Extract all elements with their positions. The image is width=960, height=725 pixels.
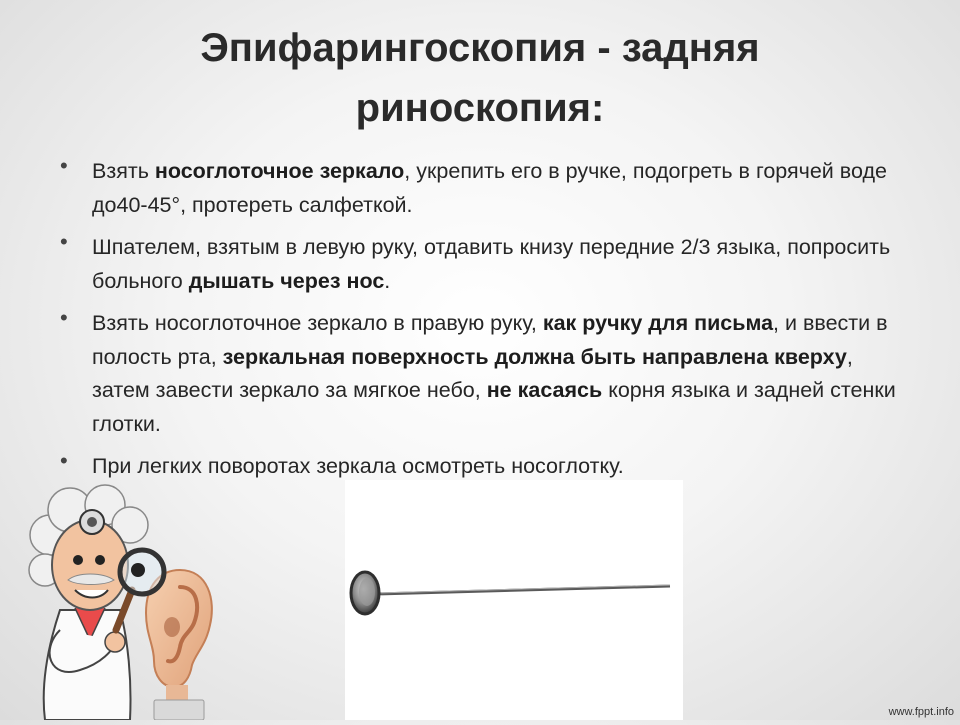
bold-phrase: носоглоточное зеркало (154, 159, 405, 183)
footer-logo: www.fppt.info (888, 706, 954, 718)
bold-phrase: как ручку для письма (542, 311, 774, 335)
bullet-text: Взять носоглоточное зеркало в правую руку, как ручку для письма, и ввести в полость рта, зеркальная поверхность должна быть направлена кверху, затем завести зеркало за мягкое небо, не касаясь корня языка и задней стенки глотки. (92, 311, 896, 436)
bullet-icon: • (60, 153, 68, 178)
title-line-2: риноскопия: (355, 86, 605, 130)
slide-title (120, 18, 840, 138)
bold-phrase: зеркальная поверхность должна быть направлена кверху (222, 344, 847, 369)
bullet-text: При легких поворотах зеркала осмотреть носоглотку. (92, 454, 624, 478)
bullet-item-2 (60, 231, 910, 298)
bullet-item-4 (60, 450, 910, 484)
cartoon-doctor-icon (20, 480, 220, 720)
bullet-icon: • (60, 305, 68, 330)
bullet-item-3 (60, 307, 910, 441)
bullet-list (60, 155, 910, 493)
bullet-icon: • (60, 229, 68, 254)
instrument-photo (345, 480, 683, 720)
bullet-icon: • (60, 448, 68, 473)
bold-phrase: не касаясь (486, 378, 603, 402)
title-line-1: Эпифарингоскопия - задняя (200, 26, 760, 70)
bullet-text: Шпателем, взятым в левую руку, отдавить книзу передние 2/3 языка, попросить больного дышать через нос. (92, 235, 891, 293)
nasopharyngeal-mirror-icon (345, 480, 683, 720)
bullet-item-1 (60, 155, 910, 222)
bold-phrase: дышать через нос (188, 268, 385, 293)
bullet-text: Взять носоглоточное зеркало, укрепить его в ручке, подогреть в горячей воде до40-45°, протереть салфеткой. (92, 159, 887, 217)
